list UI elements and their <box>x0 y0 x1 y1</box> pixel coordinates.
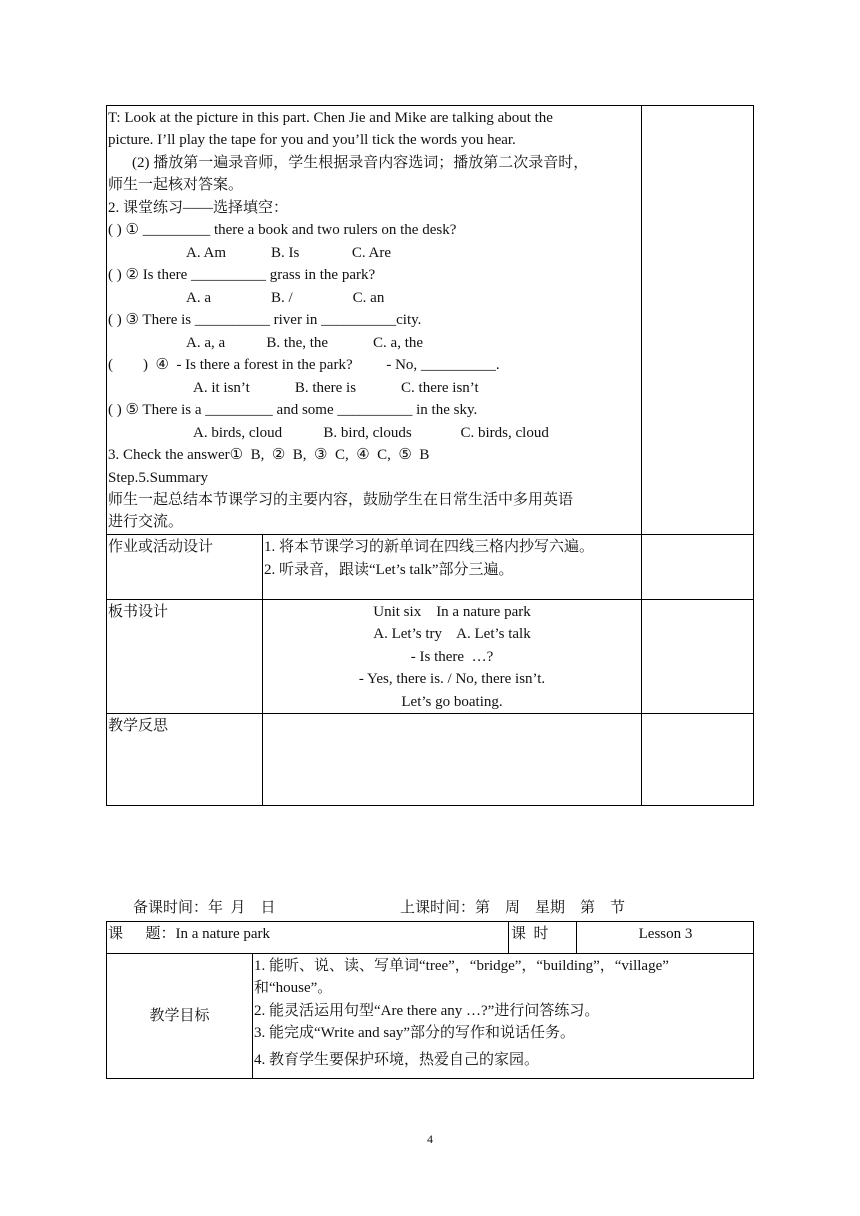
question-5: ( ) ⑤ There is a _________ and some __________ in the sky. <box>108 402 478 418</box>
answer-key: 3. Check the answer① B, ② B, ③ C, ④ C, ⑤ B <box>108 447 430 463</box>
board-line: Unit six In a nature park <box>373 604 531 620</box>
row-divider-reflection <box>106 713 754 714</box>
question-4: ( ) ④ - Is there a forest in the park? - No, __________. <box>108 357 500 373</box>
prep-time: 备课时间：年 月 日 <box>133 900 276 916</box>
summary-text: 师生一起总结本节课学习的主要内容，鼓励学生在日常生活中多用英语 <box>108 492 574 508</box>
step-line: (2) 播放第一遍录音师，学生根据录音内容选词；播放第二次录音时， <box>132 155 589 171</box>
reflection-label: 教学反思 <box>108 718 169 734</box>
teacher-instruction-line: picture. I’ll play the tape for you and you’ll tick the words you hear. <box>108 132 516 148</box>
goal-item: 1. 能听、说、读、写单词“tree”，“bridge”，“building”，“village” <box>254 958 669 974</box>
board-line: - Is there …? <box>410 649 494 665</box>
question-4-options: A. it isn’t B. there is C. there isn’t <box>193 380 479 396</box>
goals-label: 教学目标 <box>149 1008 210 1024</box>
question-3: ( ) ③ There is __________ river in __________city. <box>108 312 422 328</box>
question-2: ( ) ② Is there __________ grass in the park? <box>108 267 376 283</box>
homework-item: 2. 听录音，跟读“Let’s talk”部分三遍。 <box>264 562 514 578</box>
board-line: A. Let’s try A. Let’s talk <box>373 626 531 642</box>
question-1: ( ) ① _________ there a book and two rulers on the desk? <box>108 222 457 238</box>
period-label: 课 时 <box>511 926 549 942</box>
topic-label: 课 题：In a nature park <box>108 926 271 942</box>
question-1-options: A. Am B. Is C. Are <box>186 245 392 261</box>
homework-label: 作业或活动设计 <box>108 539 214 555</box>
goal-item: 和“house”。 <box>254 980 333 996</box>
board-line: Let’s go boating. <box>401 694 503 710</box>
exercise-heading: 2. 课堂练习——选择填空： <box>108 200 289 216</box>
page-number: 4 <box>427 1132 433 1146</box>
board-line: - Yes, there is. / No, there isn’t. <box>358 671 546 687</box>
teacher-instruction-line: T: Look at the picture in this part. Chen Jie and Mike are talking about the <box>108 110 553 126</box>
row-divider-homework <box>106 534 754 535</box>
goal-item: 3. 能完成“Write and say”部分的写作和说话任务。 <box>254 1025 576 1041</box>
goal-item: 4. 教育学生要保护环境，热爱自己的家园。 <box>254 1052 540 1068</box>
row-divider-board <box>106 599 754 600</box>
question-3-options: A. a, a B. the, the C. a, the <box>186 335 424 351</box>
goal-item: 2. 能灵活运用句型“Are there any …?”进行问答练习。 <box>254 1003 600 1019</box>
lesson-number: Lesson 3 <box>638 926 693 942</box>
question-2-options: A. a B. / C. an <box>186 290 385 306</box>
lower-col-divider-period <box>508 921 509 953</box>
summary-heading: Step.5.Summary <box>108 470 208 486</box>
homework-item: 1. 将本节课学习的新单词在四线三格内抄写六遍。 <box>264 539 595 555</box>
board-label: 板书设计 <box>108 604 169 620</box>
class-time: 上课时间：第 周 星期 第 节 <box>400 900 626 916</box>
lower-row-divider <box>106 953 754 954</box>
step-line: 师生一起核对答案。 <box>108 177 244 193</box>
upper-table-right-divider <box>641 105 642 806</box>
summary-text: 进行交流。 <box>108 514 184 530</box>
question-5-options: A. birds, cloud B. bird, clouds C. birds, cloud <box>193 425 549 441</box>
lower-col-divider-goals <box>252 953 253 1079</box>
